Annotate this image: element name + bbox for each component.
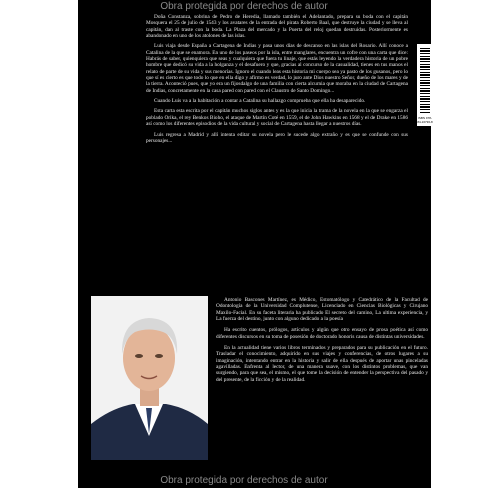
back-cover (78, 0, 431, 488)
barcode (417, 44, 433, 126)
author-bio-paragraph: Antonio Bascones Martínez, es Médico, Estomatólogo y Catedrático de la Facultad de Odontología de la Universidad Complutense, Licenciado en Ciencias Biológicas y Cirujano Maxilo-Facial. En su faceta literaria ha publicado El secreto del camino, La ultima experiencia, y La fuerza del destino, junto con alguno dedicado a la poesía (216, 297, 428, 323)
author-portrait-icon (91, 296, 208, 460)
barcode-isbn: ISBN 978-84-16736-8 (417, 116, 433, 124)
synopsis-paragraph: Luis viaja desde España a Cartagena de Indias y pasa unos días de descanso en las islas del Rosario. Allí conoce a Catalina de la que se enamora. En uno de los paseos por la isla, entre manglares, encuentra un cofre con una carta que dice: Habrás de saber, quienquiera que seas y cualquiera que fuera tu linaje, que estás leyendo la verdadera historia de un pobre hombre que dedicó su vida a la holganza y el desafuero y que, gracias al concurso de la casualidad, tienes en tus manos el relato de parte de su vida y sus menorías. Ignoro el cuando leas esta historia mi cuerpo sea ya pasto de los gusanos, pero lo que sí es cierto es que todo lo que en ella digo y afirmo es verdad, lo juro ante Dios nuestro Señor, dueño de los mares y de la tierra. Aconteció pues, que yo era un fijosdalgo de una familia con cierta alcurnia que moraba en la ciudad de Cartagena de Indias, concretamente en la casa pared con pared con el Claustro de Santo Domingo... (146, 43, 408, 94)
author-bio (216, 297, 428, 388)
author-bio-paragraph: En la actualidad tiene varios libros terminados y preparados para su publicación en el futuro. Trasladar el conocimiento, adquirido en sus viajes y conferencias, de otros lugares a su imaginación, intentando entrar en la historia y salir de ella después de aportar unas pinceladas agavilladas. Enfrenta al lector, de una manera suave, con los distintos problemas, que van surgiendo, para que sea, el mismo, el que tome la decisión de entender la perspectiva del pasado y del presente, de la ficción y de la realidad. (216, 345, 428, 383)
watermark-bottom: Obra protegida por derechos de autor (160, 475, 328, 486)
synopsis (146, 14, 408, 148)
synopsis-paragraph: Cuando Luis va a la habitación a contar a Catalina su hallazgo comprueba que ella ha desaparecido. (154, 98, 366, 105)
synopsis-paragraph: Luis regresa a Madrid y allí intenta editar su novela pero le sucede algo extraño y es que se confunde con sus personajes... (146, 131, 408, 144)
author-bio-paragraph: Ha escrito cuentos, prólogos, artículos y algún que otro ensayo de prosa poética así como diferentes discursos en su toma de posesión de doctorado honoris causa de distintas universidades. (216, 327, 428, 340)
barcode-bars-icon (420, 48, 430, 114)
synopsis-paragraph: Esta carta esta escrita por el capitán muchos siglos antes y es la que inicia la trama de la novela en la que se engarza el poblado Orika, el rey Benkos Bioho, el ataque de Martín Coté en 1559, el de John Hawkins en 1568 y el de Drake en 1586 así como los diferentes episodios de la vida cultural y social de Cartagena hasta llegar a nuestros días. (146, 108, 408, 128)
author-photo (91, 296, 208, 460)
watermark-top: Obra protegida por derechos de autor (160, 1, 328, 12)
synopsis-paragraph: Doña Constanza, sobrina de Pedro de Heredia, llamado también el Adelantado, prepara su boda con el capitán Mosquera el 25 de julio de 1543 y los avatares de la entrada del pirata Roberto Baal, que destruye la ciudad y se lleva al capitán, dan al traste con la boda. La Plaza del mercado y la Puerta del reloj quedan destruidas. Posteriormente es abandonado en uno de los atolones de las islas. (146, 14, 408, 40)
